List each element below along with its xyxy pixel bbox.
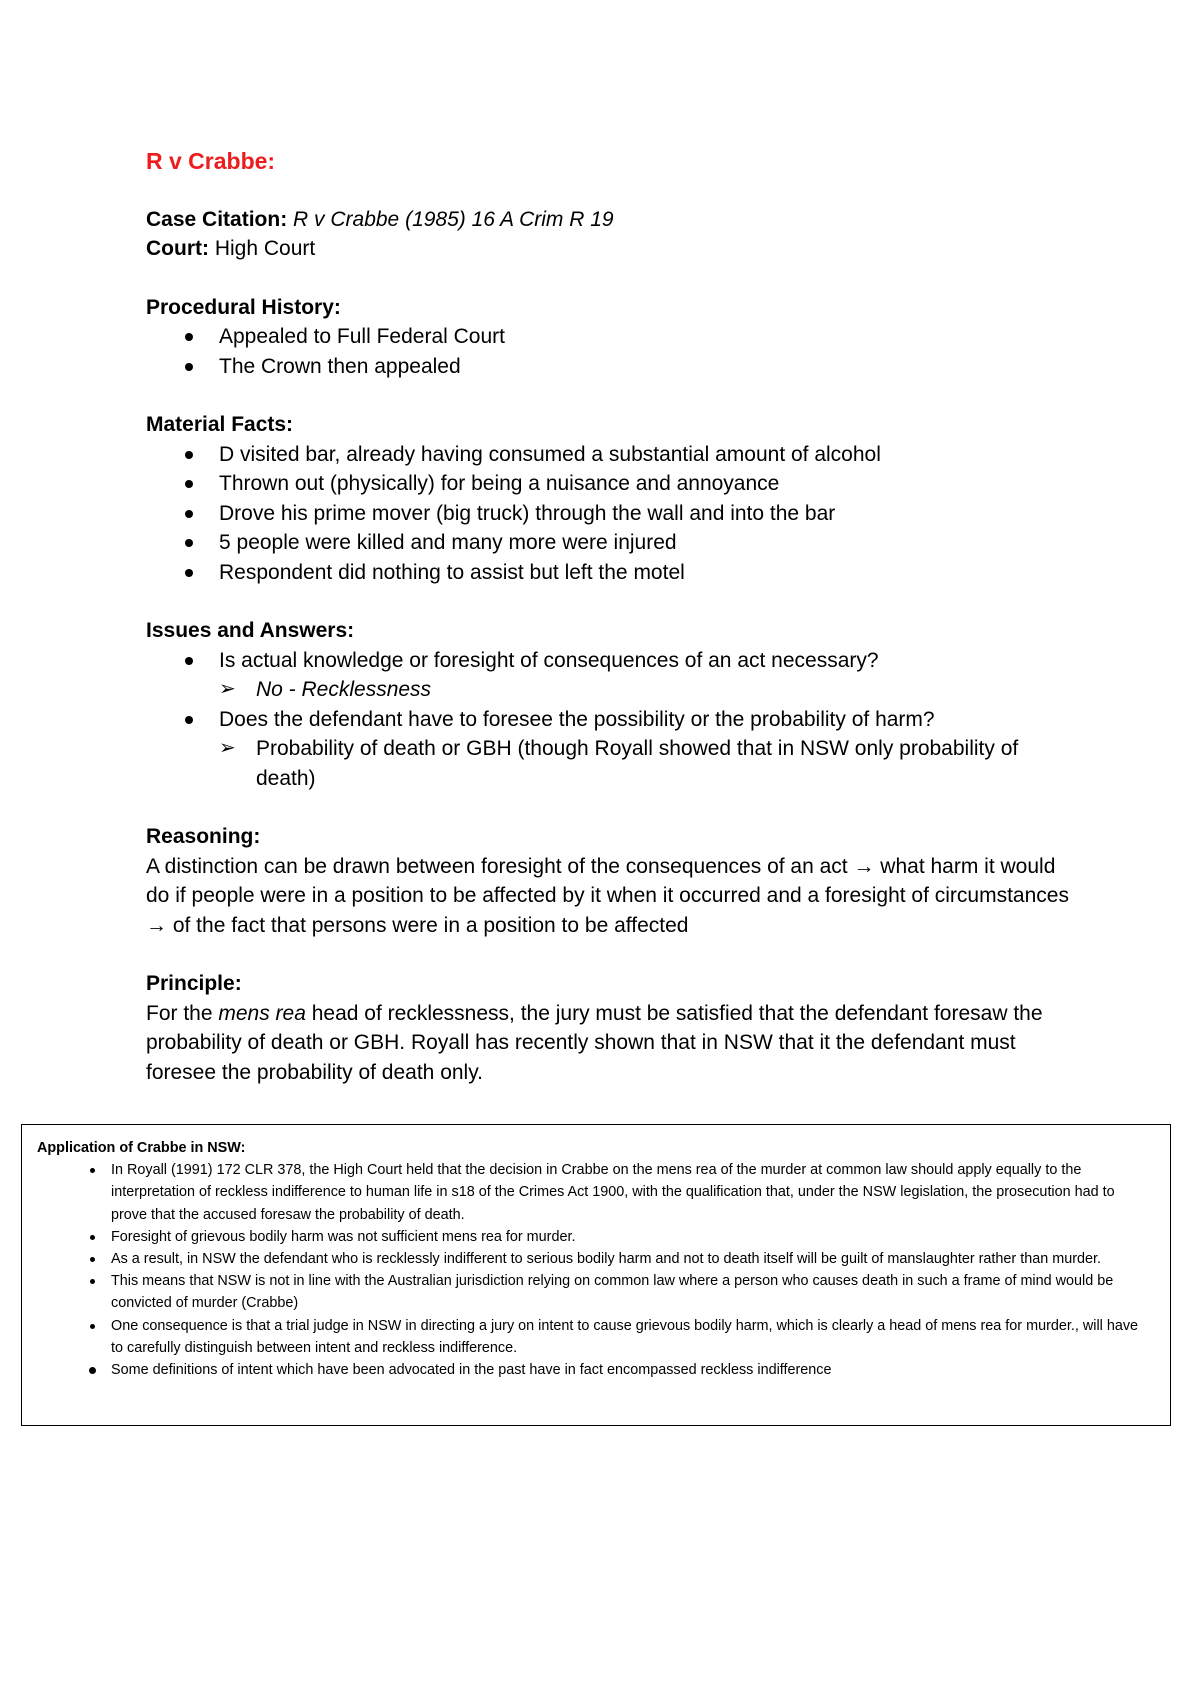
court-value: High Court xyxy=(214,237,316,260)
application-heading: Application of Crabbe in NSW: xyxy=(37,1140,246,1156)
list-item: Some definitions of intent which have been advocated in the past have in fact encompassed reckless indifference xyxy=(37,1359,1150,1381)
answer-item xyxy=(146,734,1076,793)
principle-text-italic: mens rea xyxy=(218,1001,306,1025)
court xyxy=(146,234,1076,264)
principle-section xyxy=(146,969,1076,1087)
reasoning-heading: Reasoning: xyxy=(146,825,261,848)
citation-label: Case Citation: xyxy=(146,207,288,231)
list-item: As a result, in NSW the defendant who is recklessly indifferent to serious bodily harm and not to death itself will be guilt of manslaughter rather than murder. xyxy=(37,1248,1150,1270)
case-notes xyxy=(146,147,1076,1087)
material-facts-heading: Material Facts: xyxy=(146,413,294,436)
principle-text-start: For the xyxy=(146,1001,219,1025)
material-facts-list xyxy=(146,440,1076,588)
issue-answer: No - Recklessness xyxy=(256,678,432,701)
list-item: Respondent did nothing to assist but left the motel xyxy=(146,558,1076,588)
application-list xyxy=(37,1159,1150,1381)
reasoning-section xyxy=(146,822,1076,940)
list-item: In Royall (1991) 172 CLR 378, the High Court held that the decision in Crabbe on the mens rea of the murder at common law should apply equally to the interpretation of reckless indifference to human life in s18 of the Crimes Act 1900, with the qualification that, under the NSW legislation, the prosecution had to prove that the accused foresaw the probability of death. xyxy=(37,1159,1150,1226)
material-facts-section xyxy=(146,410,1076,587)
list-item: This means that NSW is not in line with the Australian jurisdiction relying on common law where a person who causes death in such a frame of mind would be convicted of murder (Crabbe) xyxy=(37,1270,1150,1314)
answer-list xyxy=(219,734,1076,793)
arrow-bullet-icon: ➢ xyxy=(219,678,236,700)
procedural-history-list xyxy=(146,322,1076,381)
list-item: Appealed to Full Federal Court xyxy=(146,322,1076,352)
answer-item xyxy=(146,675,1076,705)
issue-item xyxy=(146,646,1076,705)
list-item: D visited bar, already having consumed a substantial amount of alcohol xyxy=(146,440,1076,470)
principle-text xyxy=(146,999,1076,1088)
procedural-history-section xyxy=(146,293,1076,382)
principle-heading: Principle: xyxy=(146,972,242,995)
issue-question: Does the defendant have to foresee the possibility or the probability of harm? xyxy=(219,707,935,731)
list-item: One consequence is that a trial judge in NSW in directing a jury on intent to cause grievous bodily harm, which is clearly a head of mens rea for murder., will have to carefully distinguish between intent and reckless indifference. xyxy=(37,1315,1150,1359)
issues-list xyxy=(146,646,1076,794)
case-citation xyxy=(146,205,1076,235)
list-item: Drove his prime mover (big truck) through the wall and into the bar xyxy=(146,499,1076,529)
list-item: 5 people were killed and many more were injured xyxy=(146,528,1076,558)
reasoning-text: A distinction can be drawn between foresight of the consequences of an act → what harm it would do if people were in a position to be affected by it when it occurred and a foresight of circumstances → of the fact that persons were in a position to be affected xyxy=(146,854,1069,937)
issue-item xyxy=(146,705,1076,794)
list-item: Foresight of grievous bodily harm was not sufficient mens rea for murder. xyxy=(37,1226,1150,1248)
principle-text-end: head of recklessness, the jury must be satisfied that the defendant foresaw the probability of death or GBH. Royall has recently shown that in NSW that it the defendant must foresee the probability of death only. xyxy=(146,1001,1043,1084)
issue-question: Is actual knowledge or foresight of consequences of an act necessary? xyxy=(219,648,879,672)
answer-list xyxy=(219,675,1076,705)
issue-answer: Probability of death or GBH (though Royall showed that in NSW only probability of death) xyxy=(256,737,1019,790)
list-item: Thrown out (physically) for being a nuisance and annoyance xyxy=(146,469,1076,499)
court-label: Court: xyxy=(146,237,209,260)
issues-section xyxy=(146,616,1076,793)
case-title: R v Crabbe: xyxy=(146,148,276,174)
arrow-bullet-icon: ➢ xyxy=(219,737,236,759)
application-box xyxy=(21,1124,1171,1426)
list-item: The Crown then appealed xyxy=(146,352,1076,382)
procedural-history-heading: Procedural History: xyxy=(146,295,341,319)
citation-value: R v Crabbe (1985) 16 A Crim R 19 xyxy=(293,207,614,231)
issues-heading: Issues and Answers: xyxy=(146,619,355,642)
